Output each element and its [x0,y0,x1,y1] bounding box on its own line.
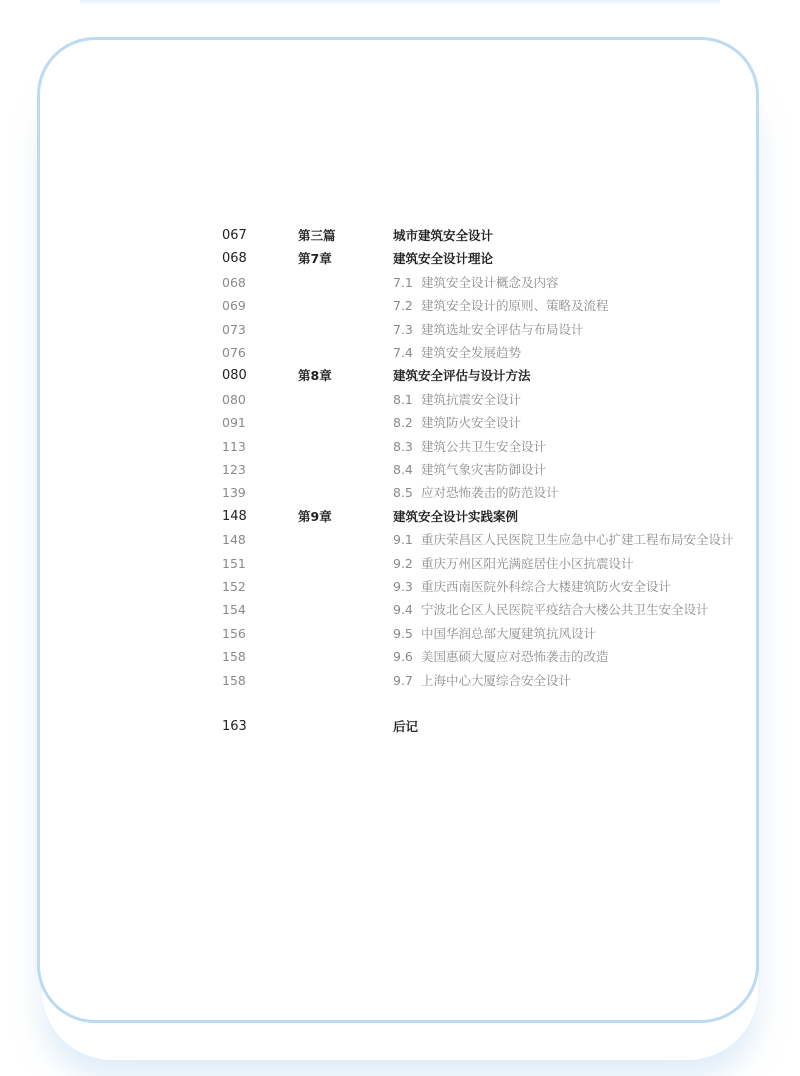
toc-entry-row [0,320,800,340]
toc-title: 应对恐怖袭击的防范设计 [421,485,559,501]
toc-entry-row [0,530,800,550]
toc-entry-row [0,437,800,457]
toc-title: 建筑安全设计概念及内容 [421,274,559,290]
toc-section-number: 7.1 [393,274,413,290]
toc-page-number: 080 [222,368,247,384]
toc-page-number: 158 [222,672,246,688]
toc-page-number: 148 [222,532,246,548]
top-glow-decoration [80,0,720,6]
toc-page-number: 073 [222,321,246,337]
toc-entry-row [0,460,800,480]
toc-page-number: 068 [222,274,246,290]
toc-section-number: 7.2 [393,298,413,314]
toc-section-number: 8.2 [393,415,413,431]
toc-entry-row [0,577,800,597]
toc-page-number: 148 [222,508,247,524]
toc-title: 重庆万州区阳光满庭居住小区抗震设计 [421,555,634,571]
toc-page-number: 067 [222,228,247,243]
toc-heading-row [0,249,800,269]
toc-section-number: 9.3 [393,579,413,594]
toc-page-number: 068 [222,251,247,267]
toc-title: 建筑安全设计理论 [393,251,494,267]
toc-title: 美国惠硕大厦应对恐怖袭击的改造 [421,649,609,665]
toc-part-label: 第9章 [298,508,332,524]
toc-title: 建筑安全评估与设计方法 [393,368,531,384]
toc-entry-row [0,624,800,644]
toc-page-number: 152 [222,579,246,594]
toc-section-number: 8.3 [393,438,413,454]
toc-entry-row [0,554,800,574]
toc-title: 后记 [393,719,419,735]
toc-title: 建筑公共卫生安全设计 [421,438,547,454]
toc-part-label: 第三篇 [298,228,336,243]
toc-page-number: 158 [222,649,246,665]
toc-page-number: 069 [222,298,246,314]
toc-page-number: 091 [222,415,246,431]
toc-title: 中国华润总部大厦建筑抗风设计 [421,625,597,641]
toc-page-number: 123 [222,462,246,477]
toc-part-label: 第7章 [298,251,332,267]
toc-page-number: 154 [222,602,246,618]
toc-title: 建筑防火安全设计 [421,415,522,431]
toc-entry-row [0,273,800,293]
toc-heading-row [0,366,800,386]
toc-section-number: 9.5 [393,625,413,641]
toc-page-number: 080 [222,391,246,407]
toc-section-number: 7.3 [393,321,413,337]
toc-heading-row [0,226,800,246]
toc-entry-row [0,413,800,433]
toc-section-number: 8.5 [393,485,413,501]
toc-title: 上海中心大厦综合安全设计 [421,672,572,688]
toc-heading-row [0,717,800,737]
toc-heading-row [0,507,800,527]
toc-section-number: 8.1 [393,391,413,407]
toc-section-number: 8.4 [393,462,413,477]
toc-page-number: 076 [222,345,246,360]
toc-title: 建筑安全设计的原则、策略及流程 [421,298,609,314]
toc-section-number: 9.7 [393,672,413,688]
toc-title: 建筑安全设计实践案例 [393,508,519,524]
toc-title: 宁波北仑区人民医院平疫结合大楼公共卫生安全设计 [421,602,709,618]
toc-section-number: 9.4 [393,602,413,618]
toc-title: 建筑选址安全评估与布局设计 [421,321,584,337]
toc-entry-row [0,671,800,691]
toc-title: 重庆荣昌区人民医院卫生应急中心扩建工程布局安全设计 [421,532,734,548]
toc-page-number: 113 [222,438,246,454]
toc-page-number: 156 [222,625,246,641]
toc-title: 重庆西南医院外科综合大楼建筑防火安全设计 [421,579,672,594]
toc-entry-row [0,483,800,503]
toc-section-number: 9.2 [393,555,413,571]
toc-section-number: 9.1 [393,532,413,548]
toc-page-number: 163 [222,719,247,735]
toc-entry-row [0,600,800,620]
toc-part-label: 第8章 [298,368,332,384]
toc-title: 建筑安全发展趋势 [421,345,522,360]
toc-page-number: 139 [222,485,246,501]
toc-title: 城市建筑安全设计 [393,228,494,243]
toc-entry-row [0,647,800,667]
toc-section-number: 7.4 [393,345,413,360]
toc-page-number: 151 [222,555,246,571]
toc-title: 建筑抗震安全设计 [421,391,522,407]
toc-section-number: 9.6 [393,649,413,665]
toc-entry-row [0,296,800,316]
toc-title: 建筑气象灾害防御设计 [421,462,547,477]
toc-entry-row [0,390,800,410]
toc-entry-row [0,343,800,363]
